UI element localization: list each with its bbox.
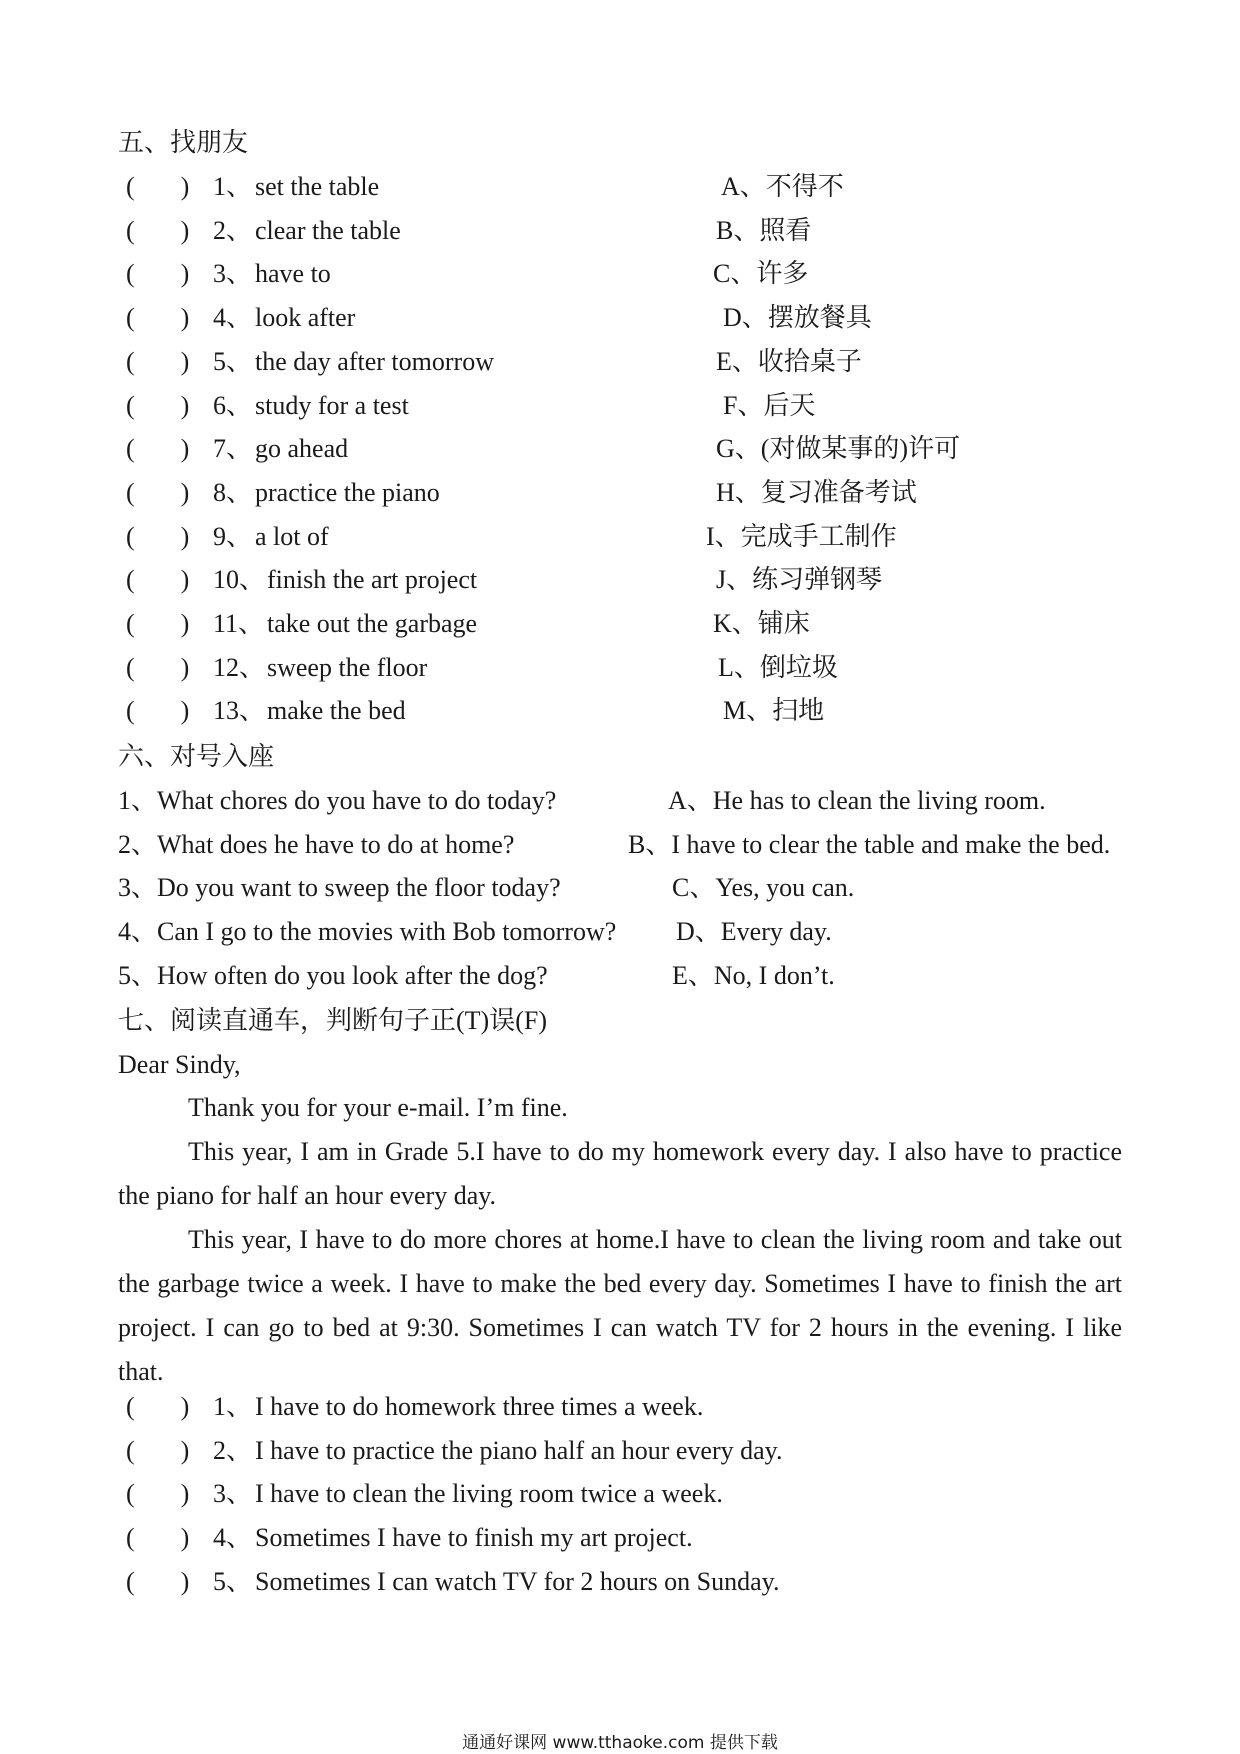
answer-blank[interactable] bbox=[126, 347, 189, 377]
close-paren: ) bbox=[180, 259, 190, 288]
letter-paragraph-1-text: Thank you for your e-mail. I’m fine. bbox=[188, 1093, 568, 1122]
answer-blank[interactable] bbox=[126, 1392, 189, 1422]
close-paren: ) bbox=[180, 434, 190, 463]
item-text: practice the piano bbox=[255, 478, 440, 507]
item-number: 4、 bbox=[213, 303, 253, 332]
answer-option: C、Yes, you can. bbox=[672, 873, 855, 902]
answer-blank[interactable] bbox=[126, 303, 189, 333]
close-paren: ) bbox=[180, 696, 190, 725]
option-text: D、摆放餐具 bbox=[723, 303, 872, 332]
item-number: 1、 bbox=[213, 172, 253, 201]
close-paren: ) bbox=[180, 565, 190, 594]
option-text: B、照看 bbox=[716, 216, 812, 245]
close-paren: ) bbox=[180, 1436, 190, 1465]
item-number: 8、 bbox=[213, 478, 253, 507]
item-text: the day after tomorrow bbox=[255, 347, 494, 376]
item-number: 12、 bbox=[213, 653, 266, 682]
open-paren: ( bbox=[126, 172, 135, 201]
letter-paragraph-2 bbox=[118, 1130, 1122, 1218]
item-number: 7、 bbox=[213, 434, 253, 463]
option-text: F、后天 bbox=[723, 391, 816, 420]
close-paren: ) bbox=[180, 172, 190, 201]
item-number: 11、 bbox=[213, 609, 265, 638]
item-text: make the bed bbox=[267, 696, 406, 725]
item-text: finish the art project bbox=[267, 565, 478, 594]
open-paren: ( bbox=[126, 478, 135, 507]
answer-blank[interactable] bbox=[126, 259, 189, 289]
open-paren: ( bbox=[126, 522, 135, 551]
item-number: 5、 bbox=[213, 347, 253, 376]
open-paren: ( bbox=[126, 1523, 135, 1552]
answer-blank[interactable] bbox=[126, 1479, 189, 1509]
answer-blank[interactable] bbox=[126, 216, 189, 246]
letter-paragraph-1 bbox=[118, 1086, 1122, 1130]
close-paren: ) bbox=[180, 1523, 190, 1552]
statement-number: 2、 bbox=[213, 1436, 253, 1465]
item-number: 13、 bbox=[213, 696, 266, 725]
item-text: look after bbox=[255, 303, 356, 332]
option-text: E、收拾桌子 bbox=[716, 347, 862, 376]
open-paren: ( bbox=[126, 1436, 135, 1465]
answer-option: B、I have to clear the table and make the bed. bbox=[628, 830, 1111, 859]
statement-number: 3、 bbox=[213, 1479, 253, 1508]
answer-blank[interactable] bbox=[126, 1567, 189, 1597]
option-text: K、铺床 bbox=[713, 609, 810, 638]
question-text: 2、What does he have to do at home? bbox=[118, 830, 515, 859]
open-paren: ( bbox=[126, 434, 135, 463]
open-paren: ( bbox=[126, 303, 135, 332]
close-paren: ) bbox=[180, 347, 190, 376]
option-text: L、倒垃圾 bbox=[718, 653, 838, 682]
statement-number: 4、 bbox=[213, 1523, 253, 1552]
section5-title: 五、找朋友 bbox=[118, 128, 249, 157]
open-paren: ( bbox=[126, 1567, 135, 1596]
open-paren: ( bbox=[126, 696, 135, 725]
answer-blank[interactable] bbox=[126, 653, 189, 683]
item-number: 3、 bbox=[213, 259, 253, 288]
item-text: a lot of bbox=[255, 522, 329, 551]
answer-blank[interactable] bbox=[126, 172, 189, 202]
close-paren: ) bbox=[180, 1392, 190, 1421]
answer-blank[interactable] bbox=[126, 391, 189, 421]
option-text: A、不得不 bbox=[721, 172, 844, 201]
statement-text: Sometimes I have to finish my art project. bbox=[255, 1523, 693, 1552]
statement-text: Sometimes I can watch TV for 2 hours on Sunday. bbox=[255, 1567, 780, 1596]
open-paren: ( bbox=[126, 565, 135, 594]
close-paren: ) bbox=[180, 653, 190, 682]
open-paren: ( bbox=[126, 609, 135, 638]
item-text: go ahead bbox=[255, 434, 349, 463]
letter-paragraph-3 bbox=[118, 1218, 1122, 1394]
section7-title: 七、阅读直通车，判断句子正(T)误(F) bbox=[118, 1006, 547, 1035]
statement-text: I have to do homework three times a week. bbox=[255, 1392, 704, 1421]
statement-number: 5、 bbox=[213, 1567, 253, 1596]
open-paren: ( bbox=[126, 391, 135, 420]
answer-blank[interactable] bbox=[126, 609, 189, 639]
item-text: study for a test bbox=[255, 391, 409, 420]
letter-paragraph-3-text: This year, I have to do more chores at home.I have to clean the living room and take out the garbage twice a week. I have to make the bed every day. Sometimes I have to finish the art project. I can go to bed at 9:30. Sometimes I can watch TV for 2 hours in the evening. I like that. bbox=[118, 1225, 1122, 1386]
section6-title: 六、对号入座 bbox=[118, 742, 275, 771]
footer-credit: 通通好课网 www.tthaoke.com 提供下载 bbox=[462, 1733, 778, 1753]
item-text: set the table bbox=[255, 172, 380, 201]
question-text: 1、What chores do you have to do today? bbox=[118, 786, 557, 815]
statement-text: I have to clean the living room twice a week. bbox=[255, 1479, 723, 1508]
close-paren: ) bbox=[180, 1479, 190, 1508]
option-text: M、扫地 bbox=[723, 696, 825, 725]
open-paren: ( bbox=[126, 653, 135, 682]
statement-number: 1、 bbox=[213, 1392, 253, 1421]
answer-option: A、He has to clean the living room. bbox=[668, 786, 1046, 815]
letter-greeting: Dear Sindy, bbox=[118, 1050, 241, 1079]
option-text: I、完成手工制作 bbox=[706, 522, 897, 551]
open-paren: ( bbox=[126, 259, 135, 288]
answer-blank[interactable] bbox=[126, 696, 189, 726]
answer-blank[interactable] bbox=[126, 522, 189, 552]
close-paren: ) bbox=[180, 609, 190, 638]
answer-blank[interactable] bbox=[126, 1436, 189, 1466]
option-text: H、复习准备考试 bbox=[716, 478, 917, 507]
close-paren: ) bbox=[180, 1567, 190, 1596]
answer-blank[interactable] bbox=[126, 434, 189, 464]
close-paren: ) bbox=[180, 391, 190, 420]
answer-option: D、Every day. bbox=[676, 917, 832, 946]
open-paren: ( bbox=[126, 216, 135, 245]
letter-paragraph-2-text: This year, I am in Grade 5.I have to do my homework every day. I also have to practice the piano for half an hour every day. bbox=[118, 1137, 1122, 1210]
item-text: have to bbox=[255, 259, 331, 288]
option-text: C、许多 bbox=[713, 259, 809, 288]
item-number: 2、 bbox=[213, 216, 253, 245]
open-paren: ( bbox=[126, 347, 135, 376]
close-paren: ) bbox=[180, 303, 190, 332]
answer-option: E、No, I don’t. bbox=[672, 961, 835, 990]
close-paren: ) bbox=[180, 522, 190, 551]
item-number: 6、 bbox=[213, 391, 253, 420]
option-text: J、练习弹钢琴 bbox=[716, 565, 883, 594]
item-text: sweep the floor bbox=[267, 653, 428, 682]
close-paren: ) bbox=[180, 216, 190, 245]
close-paren: ) bbox=[180, 478, 190, 507]
question-text: 4、Can I go to the movies with Bob tomorrow? bbox=[118, 917, 617, 946]
item-text: clear the table bbox=[255, 216, 401, 245]
item-text: take out the garbage bbox=[267, 609, 478, 638]
statement-text: I have to practice the piano half an hour every day. bbox=[255, 1436, 783, 1465]
question-text: 3、Do you want to sweep the floor today? bbox=[118, 873, 561, 902]
question-text: 5、How often do you look after the dog? bbox=[118, 961, 548, 990]
answer-blank[interactable] bbox=[126, 565, 189, 595]
option-text: G、(对做某事的)许可 bbox=[716, 434, 961, 463]
open-paren: ( bbox=[126, 1392, 135, 1421]
item-number: 10、 bbox=[213, 565, 266, 594]
open-paren: ( bbox=[126, 1479, 135, 1508]
answer-blank[interactable] bbox=[126, 1523, 189, 1553]
answer-blank[interactable] bbox=[126, 478, 189, 508]
item-number: 9、 bbox=[213, 522, 253, 551]
